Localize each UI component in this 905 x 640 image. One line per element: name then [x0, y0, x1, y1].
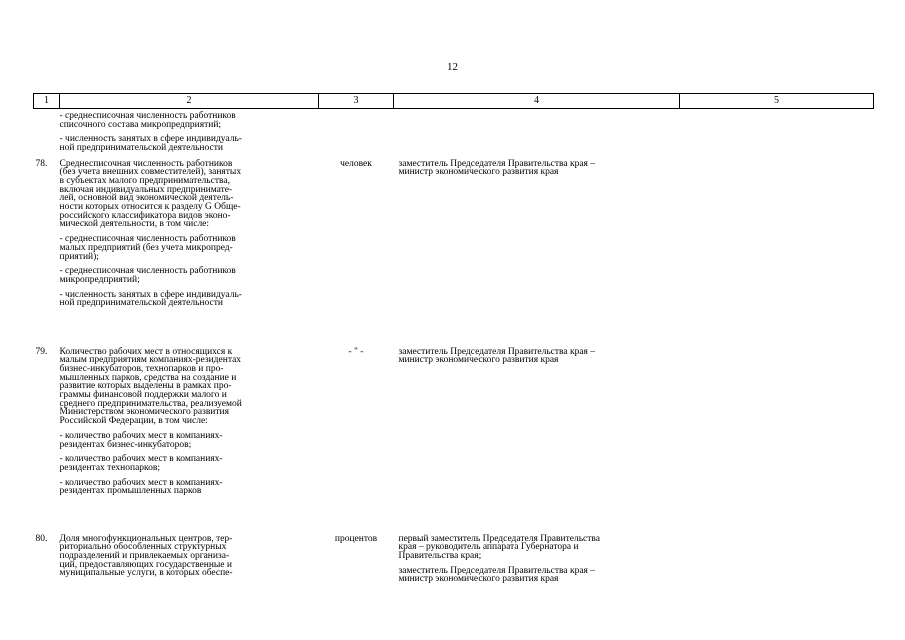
text-line: бизнес-инкубаторов, технопарков и про- — [59, 363, 224, 374]
indicator-bullet — [60, 112, 319, 129]
row-number: 78. — [35, 158, 48, 169]
column-header: 5 — [680, 94, 874, 109]
text-line: малых предприятий (без учета микропред- — [59, 242, 233, 253]
text-line: - количество рабочих мест в компаниях- — [59, 454, 223, 465]
indicator-cell — [60, 109, 319, 160]
text-line: риториально обособленных структурных — [59, 542, 227, 553]
text-line: развитие которых выделены в рамках про- — [59, 381, 232, 392]
text-line: - численность занятых в сфере индивидуаль- — [59, 134, 242, 145]
text-line: Доля многофункциональных центров, тер- — [59, 533, 233, 544]
responsible-text — [399, 348, 680, 365]
text-line: среднего предпринимательства, реализуемой — [59, 398, 242, 409]
text-line: подразделений и привлекаемых организа- — [59, 550, 230, 561]
responsible-cell — [394, 535, 680, 585]
unit-cell: процентов — [334, 533, 378, 544]
row-number: 79. — [35, 346, 48, 357]
indicator-bullet — [60, 267, 319, 284]
indicator-text — [60, 348, 319, 426]
responsible-cell — [394, 160, 680, 348]
column-header: 3 — [319, 94, 394, 109]
text-line: Среднесписочная численность работников — [59, 158, 233, 169]
text-line: ной предпринимательской деятельности — [59, 298, 223, 309]
column-header: 1 — [34, 94, 60, 109]
text-line: - среднесписочная численность работников — [59, 234, 236, 245]
text-line: в субъектах малого предпринимательства, — [59, 175, 230, 186]
indicator-cell — [60, 535, 319, 585]
indicator-bullet — [60, 455, 319, 472]
text-line: Количество рабочих мест в относящихся к — [59, 346, 233, 357]
page-number: 12 — [447, 61, 458, 73]
responsible-text — [399, 567, 680, 584]
unit-cell: - " - — [348, 346, 364, 357]
data-table — [33, 93, 874, 584]
responsible-text — [399, 535, 680, 561]
text-line: министр экономического развития края — [398, 355, 559, 366]
indicator-bullet — [60, 291, 319, 308]
column-header: 4 — [394, 94, 680, 109]
text-line: Российской Федерации, в том числе: — [59, 416, 208, 427]
text-line: муниципальные услуги, в которых обеспе- — [59, 568, 233, 579]
text-line: края – руководитель аппарата Губернатора и — [398, 542, 579, 553]
indicator-bullet — [60, 432, 319, 449]
text-line: Министерством экономического развития — [59, 407, 229, 418]
text-line: - среднесписочная численность работников — [59, 266, 236, 277]
unit-cell: человек — [340, 158, 372, 169]
indicator-cell — [60, 160, 319, 348]
table-row — [34, 535, 874, 585]
text-line: граммы финансовой поддержки малого и — [59, 390, 227, 401]
text-line: приятий); — [59, 251, 99, 262]
text-line: мической деятельности, в том числе: — [59, 219, 210, 230]
text-line: заместитель Председателя Правительства края – — [398, 565, 596, 576]
text-line: мышленных парков, средства на создание и — [59, 372, 237, 383]
table-row — [34, 348, 874, 535]
text-line: - количество рабочих мест в компаниях- — [59, 477, 223, 488]
text-line: включая индивидуальных предпринимате- — [59, 184, 233, 195]
table-row-continuation — [34, 109, 874, 160]
text-line: ности которых относится к разделу G Обще- — [59, 202, 241, 213]
text-line: - количество рабочих мест в компаниях- — [59, 430, 223, 441]
text-line: заместитель Председателя Правительства края – — [398, 158, 596, 169]
text-line: заместитель Председателя Правительства края – — [398, 346, 596, 357]
indicator-text — [60, 535, 319, 579]
text-line: - среднесписочная численность работников — [59, 111, 236, 121]
text-line: ной предпринимательской деятельности — [59, 143, 223, 154]
responsible-text — [399, 160, 680, 177]
row-number: 80. — [35, 533, 48, 544]
text-line: ций, предоставляющих государственные и — [59, 559, 232, 570]
responsible-cell — [394, 348, 680, 535]
indicator-bullet — [60, 479, 319, 496]
text-line: министр экономического развития края — [398, 574, 559, 585]
column-header: 2 — [60, 94, 319, 109]
text-line: министр экономического развития края — [398, 167, 559, 178]
text-line: малым предприятиям компаниях-резидентах — [59, 355, 242, 366]
text-line: - численность занятых в сфере индивидуаль- — [59, 289, 242, 300]
text-line: (без учета внешних совместителей), занятых — [59, 167, 242, 178]
indicator-text — [60, 160, 319, 230]
text-line: лей, основной вид экономической деятель- — [59, 193, 234, 204]
table-row — [34, 160, 874, 348]
text-line: списочного состава микропредприятий; — [59, 119, 222, 130]
text-line: российского классификатора видов эконо- — [59, 210, 231, 221]
table-header-row — [34, 94, 874, 109]
indicator-bullet — [60, 135, 319, 152]
text-line: Правительства края; — [398, 550, 482, 561]
text-line: резидентах бизнес-инкубаторов; — [59, 439, 192, 450]
text-line: первый заместитель Председателя Правительства — [398, 533, 600, 544]
text-line: резидентах промышленных парков — [59, 486, 202, 497]
text-line: микропредприятий; — [59, 274, 140, 285]
text-line: резидентах технопарков; — [59, 462, 161, 473]
indicator-cell — [60, 348, 319, 535]
indicator-bullet — [60, 235, 319, 261]
